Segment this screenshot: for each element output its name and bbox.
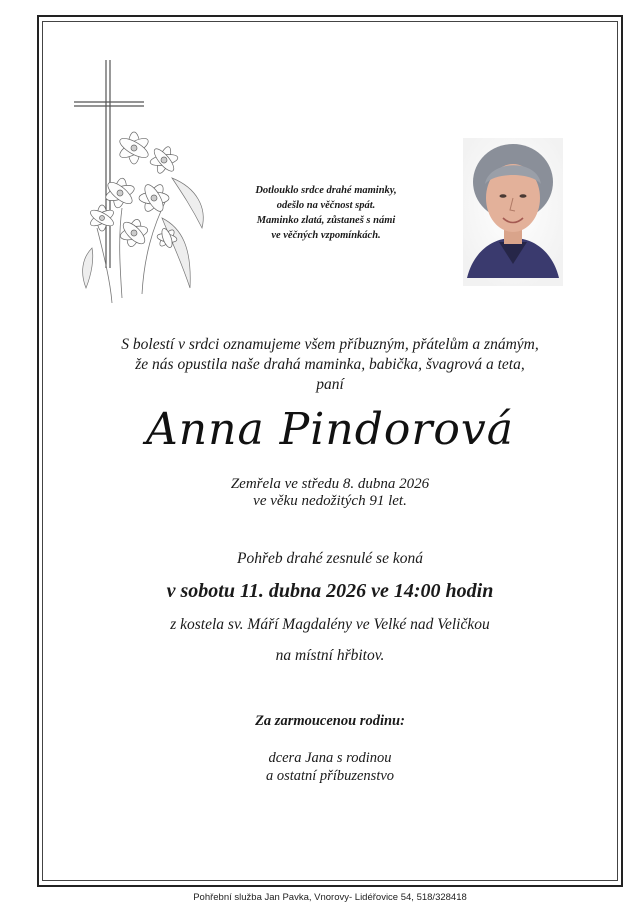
verse-line: Dotlouklo srdce drahé maminky, [255,185,397,196]
announcement-intro [42,335,618,395]
family-line: a ostatní příbuzenstvo [265,768,395,784]
memorial-verse [236,183,416,243]
funeral-service-footer: Pohřební služba Jan Pavka, Vnorovy- Lidéřovice 54, 518/328418 [193,892,467,903]
family-members [42,749,618,785]
intro-line: že nás opustila naše drahá maminka, babička, švagrová a teta, [135,356,525,373]
intro-line: paní [316,376,344,393]
death-info [42,476,618,510]
deceased-name: Anna Pindorová [146,404,514,455]
funeral-cemetery: na místní hřbitov. [275,647,385,664]
verse-line: ve věčných vzpomínkách. [271,230,381,241]
cross-with-lilies-icon [72,58,212,310]
death-age: ve věku nedožitých 91 let. [253,493,407,509]
funeral-intro: Pohřeb drahé zesnulé se koná [237,550,423,567]
family-heading: Za zarmoucenou rodinu: [255,713,405,729]
death-date: Zemřela ve středu 8. dubna 2026 [230,476,430,492]
funeral-place: z kostela sv. Máří Magdalény ve Velké nad Veličkou [170,616,490,633]
family-line: dcera Jana s rodinou [268,750,392,766]
verse-line: Maminko zlatá, zůstaneš s námi [256,215,396,226]
verse-line: odešlo na věčnost spát. [276,200,376,211]
funeral-date: v sobotu 11. dubna 2026 ve 14:00 hodin [166,580,494,602]
intro-line: S bolestí v srdci oznamujeme všem příbuzným, přátelům a známým, [121,336,539,353]
portrait-photo [463,138,563,286]
